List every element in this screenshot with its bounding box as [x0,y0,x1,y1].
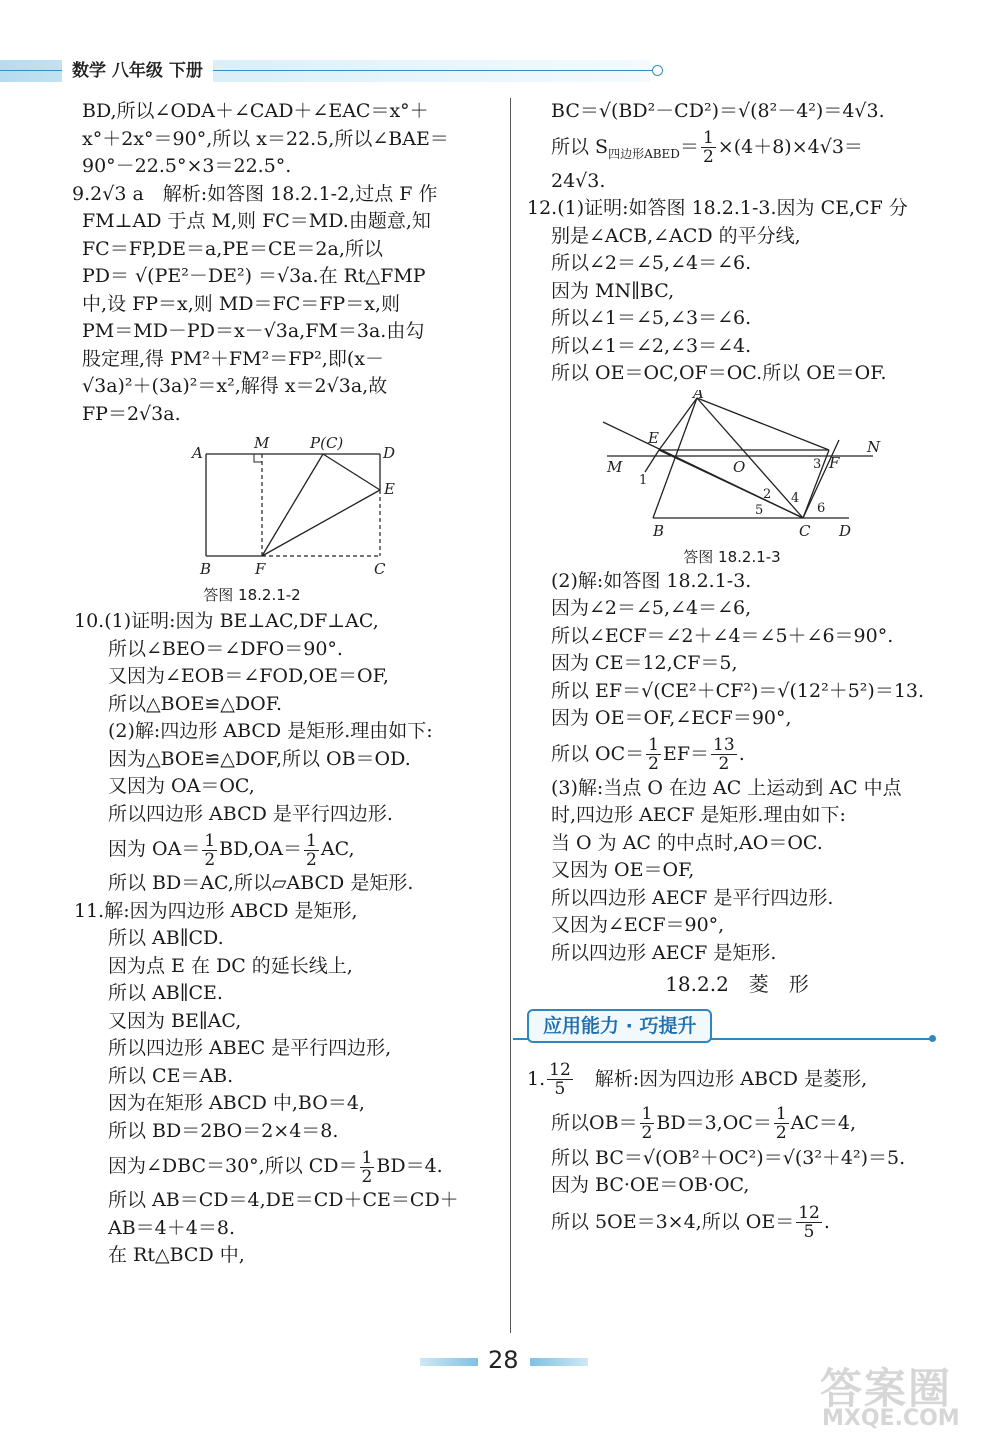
text-fragment: AC＝4, [790,1111,857,1134]
text-fragment: EF＝ [662,742,710,765]
text-fragment: 因为 OA＝ [108,838,201,860]
text-line: 所以四边形 AECF 是平行四边形. [551,886,834,909]
denominator: 2 [718,754,730,774]
fraction [796,1204,822,1241]
fraction-line [527,126,947,168]
fraction [202,832,217,869]
text-line: 所以 BD＝AC,所以▱ABCD 是矩形. [108,872,414,894]
point-label-F: F [255,560,266,578]
text-fragment: 所以 S [551,135,609,158]
text-line: 所以 EF＝√(CE²＋CF²)＝√(12²＋5²)＝13. [551,679,925,702]
fraction [774,1105,789,1142]
text-line: (2)解:四边形 ABCD 是矩形.理由如下: [108,720,433,742]
text-line: 因为∠2＝∠5,∠4＝∠6, [551,597,752,619]
figure-caption: 答图 18.2.1-2 [203,586,301,604]
fraction-line [82,1145,500,1187]
fraction [711,736,737,773]
point-label-E: E [384,480,395,498]
text-fragment: BD＝3,OC＝ [656,1111,772,1134]
fraction-line [527,733,947,775]
section-title: 18.2.2 菱 形 [665,972,809,996]
text-line: BD,所以∠ODA＋∠CAD＋∠EAC＝x°＋ [82,100,429,122]
left-column [72,98,500,1270]
text-line: 所以 BD＝2BO＝2×4＝8. [108,1119,339,1142]
point-label-B: B [653,521,665,540]
point-label-C: C [374,560,386,578]
fraction [304,832,319,869]
banner-label: 应用能力 · 巧提升 [527,1009,712,1043]
figure-18-2-1-2 [82,432,500,608]
text-line: 中,设 FP＝x,则 MD＝FC＝FP＝x,则 [82,292,400,315]
watermark-url: MXQE.COM [822,1406,960,1431]
denominator: 2 [648,754,659,774]
text-line: 股定理,得 PM²＋FM²＝FP²,即(x－ [82,347,384,370]
text-line: 又因为 OE＝OF, [551,859,695,881]
numerator: 1 [361,1147,373,1168]
text-fragment: . [823,1210,830,1233]
watermark [810,1356,1000,1436]
text-line: 所以 AB∥CD. [108,927,224,949]
text-line: 所以四边形 AECF 是矩形. [551,941,777,964]
point-label-D: D [383,444,396,462]
text-line: FC＝FP,DE＝a,PE＝CE＝2a,所以 [82,237,383,260]
question-9-line: 9.2√3 a 解析:如答图 18.2.1-2,过点 F 作 [72,182,438,205]
text-line: 所以 BC＝√(OB²＋OC²)＝√(3²＋4²)＝5. [551,1146,906,1169]
point-label-M: M [254,434,270,452]
rectangle-diagram [82,432,500,582]
angle-label-6: 6 [817,500,826,516]
text-line: 所以 CE＝AB. [108,1064,234,1087]
denominator: 2 [641,1123,653,1143]
text-fragment: 所以OB＝ [551,1111,638,1134]
angle-label-5: 5 [755,502,764,518]
denominator: 2 [702,147,714,167]
numerator: 12 [549,1060,571,1080]
watermark-logo-text: 答案圈 [820,1364,953,1413]
numerator: 1 [648,735,659,755]
right-column [527,98,947,1244]
text-line: 所以 AB∥CE. [108,982,223,1004]
page-number: 28 [488,1346,519,1374]
section-banner [513,1007,947,1047]
text-fragment: 因为∠DBC＝30°,所以 CD＝ [108,1155,358,1177]
point-label-C: C [799,521,811,540]
numerator: 1 [204,830,216,851]
footer-decoration-right [530,1358,588,1366]
text-fragment: BD,OA＝ [219,838,303,860]
text-line: 因为△BOE≌△DOF,所以 OB＝OD. [108,747,411,770]
text-line: 因为 MN∥BC, [551,279,675,302]
column-divider [510,98,511,1333]
point-label-A: A [693,389,704,402]
text-line: 因为点 E 在 DC 的延长线上, [108,954,353,977]
question-12-line: 12.(1)证明:如答图 18.2.1-3.因为 CE,CF 分 [527,197,908,219]
point-label-P: P(C) [310,434,344,452]
footer-decoration-left [420,1358,478,1366]
denominator: 2 [306,849,317,870]
text-line: 所以 AB＝CD＝4,DE＝CD＋CE＝CD＋ [108,1189,459,1211]
fraction [646,736,661,773]
fraction-line [82,828,500,870]
figure-caption: 答图 18.2.1-3 [683,547,781,566]
banner-dot [929,1035,936,1042]
text-line: BC＝√(BD²－CD²)＝√(8²－4²)＝4√3. [551,100,885,122]
fraction [701,129,716,166]
text-line: 别是∠ACB,∠ACD 的平分线, [551,224,801,247]
text-line: 又因为∠ECF＝90°, [551,914,725,936]
text-line: 又因为 BE∥AC, [108,1009,242,1032]
question-10-line: 10.(1)证明:因为 BE⊥AC,DF⊥AC, [74,610,379,632]
text-fragment: BD＝4. [376,1155,443,1177]
text-fragment: ＝ [679,135,699,158]
text-fragment: AC, [320,838,355,860]
text-line: 所以∠2＝∠5,∠4＝∠6. [551,252,752,274]
text-line: 因为 BC·OE＝OB·OC, [551,1174,750,1196]
text-line: (3)解:当点 O 在边 AC 上运动到 AC 中点 [551,776,902,799]
text-line: 24√3. [551,169,606,192]
angle-label-2: 2 [763,486,772,502]
point-label-B: B [200,560,212,578]
fraction [547,1061,573,1098]
text-line: 在 Rt△BCD 中, [108,1244,245,1266]
denominator: 5 [803,1222,815,1242]
book-title: 数学 八年级 下册 [62,57,213,85]
denominator: 2 [204,849,216,870]
text-line: 又因为 OA＝OC, [108,775,255,797]
text-line: 又因为∠EOB＝∠FOD,OE＝OF, [108,665,389,687]
text-line: 90°－22.5°×3＝22.5°. [82,155,292,177]
question-number: 1. [527,1067,546,1090]
text-line: FP＝2√3a. [82,402,181,425]
text-fragment: . [738,742,745,765]
angle-label-4: 4 [791,490,800,506]
text-fragment: 所以 OC＝ [551,742,645,765]
denominator: 5 [554,1079,566,1099]
text-line: 因为 CE＝12,CF＝5, [551,652,738,674]
text-line: 所以四边形 ABEC 是平行四边形, [108,1037,392,1059]
numerator: 1 [775,1104,787,1124]
point-label-D: D [839,521,852,540]
text-line: 所以∠ECF＝∠2＋∠4＝∠5＋∠6＝90°. [551,624,894,647]
text-line: (2)解:如答图 18.2.1-3. [551,569,752,592]
header-dot [652,65,663,76]
fraction [640,1105,655,1142]
point-label-M: M [607,457,623,476]
text-line: PM＝MD－PD＝x－√3a,FM＝3a.由勾 [82,320,425,342]
angle-label-1: 1 [639,472,648,488]
subscript: 四边形ABED [608,146,680,161]
text-fragment: 解析:因为四边形 ABCD 是菱形, [594,1067,868,1090]
point-label-E: E [648,428,659,447]
text-line: 所以△BOE≌△DOF. [108,692,282,715]
fraction [360,1149,375,1186]
text-line: 所以∠BEO＝∠DFO＝90°. [108,637,343,660]
text-line: 因为在矩形 ABCD 中,BO＝4, [108,1092,365,1114]
text-line: 当 O 为 AC 的中点时,AO＝OC. [551,831,823,854]
numerator: 13 [713,735,735,755]
fraction-line [527,1101,947,1145]
text-line: 所以 OE＝OC,OF＝OC.所以 OE＝OF. [551,362,887,384]
text-line: 所以∠1＝∠2,∠3＝∠4. [551,334,752,357]
question-1-line [527,1057,947,1101]
page-header [0,56,660,86]
fraction-line [527,1200,947,1244]
denominator: 2 [361,1166,373,1187]
question-11-line: 11.解:因为四边形 ABCD 是矩形, [74,899,358,922]
text-line: √3a)²＋(3a)²＝x²,解得 x＝2√3a,故 [82,375,388,397]
numerator: 1 [306,830,317,851]
point-label-A: A [192,444,203,462]
text-line: FM⊥AD 于点 M,则 FC＝MD.由题意,知 [82,210,431,232]
angle-label-3: 3 [813,456,822,472]
text-fragment: 所以 5OE＝3×4,所以 OE＝ [551,1210,795,1233]
text-line: 时,四边形 AECF 是矩形.理由如下: [551,804,846,826]
text-line: 所以四边形 ABCD 是平行四边形. [108,802,393,825]
point-label-F: F [829,453,840,472]
numerator: 12 [798,1203,820,1223]
text-line: x°＋2x°＝90°,所以 x＝22.5,所以∠BAE＝ [82,127,449,150]
text-line: 因为 OE＝OF,∠ECF＝90°, [551,707,792,729]
text-line: 所以∠1＝∠5,∠3＝∠6. [551,307,752,329]
text-line: PD＝ √(PE²－DE²) ＝√3a.在 Rt△FMP [82,265,426,287]
point-label-N: N [867,437,881,456]
numerator: 1 [641,1104,653,1124]
figure-18-2-1-3 [527,390,947,568]
triangle-diagram [527,390,947,546]
numerator: 1 [702,128,714,148]
point-label-O: O [733,457,746,476]
denominator: 2 [775,1123,787,1143]
text-line: AB＝4＋4＝8. [108,1216,235,1239]
text-fragment: ×(4＋8)×4√3＝ [717,135,863,158]
